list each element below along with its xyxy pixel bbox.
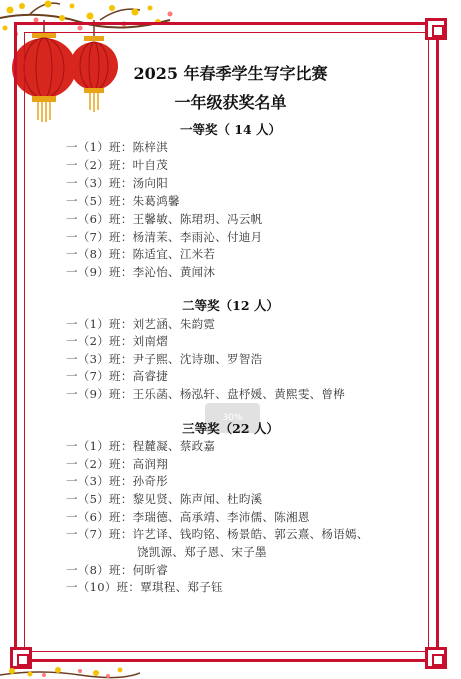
list-item: 一（2）班：刘南熠 — [66, 334, 169, 348]
list-item: 一（9）班：王乐菡、杨泓轩、盘杼媛、黄熙雯、曾桦 — [66, 387, 346, 401]
page-subtitle: 一年级获奖名单 — [174, 93, 287, 112]
list-item: 一（2）班：高润翔 — [66, 457, 169, 471]
list-item: 一（3）班：尹子熙、沈诗珈、罗智浩 — [66, 352, 263, 366]
first-prize-heading: 一等奖（ 14 人） — [179, 122, 282, 137]
list-item: 一（1）班：程麓凝、蔡政嘉 — [66, 439, 216, 453]
list-item-continuation: 饶凯源、郑子恩、宋子墨 — [137, 545, 267, 559]
corner-ornament-bottom-right — [425, 647, 447, 669]
list-item: 一（5）班：朱葛鸿馨 — [66, 194, 180, 208]
list-item: 一（8）班：何昕睿 — [66, 563, 169, 577]
list-item: 一（1）班：陈梓淇 — [66, 140, 169, 154]
list-item: 一（10）班：覃琪程、郑子钰 — [66, 580, 223, 594]
bottom-blossom-decoration — [0, 665, 140, 679]
third-prize-heading: 三等奖（22 人） — [182, 421, 279, 436]
list-item: 一（6）班：李瑞德、高承靖、李沛儒、陈湘恩 — [66, 510, 310, 524]
corner-ornament-top-right — [425, 18, 447, 40]
list-item: 一（3）班：孙奇彤 — [66, 474, 169, 488]
list-item: 一（7）班：高睿捷 — [66, 369, 169, 383]
list-item: 一（2）班：叶自茂 — [66, 158, 169, 172]
list-item: 一（8）班：陈适宜、江米若 — [66, 247, 216, 261]
second-prize-heading: 二等奖（12 人） — [182, 298, 279, 313]
page-title: 2025 年春季学生写字比赛 — [133, 64, 328, 83]
list-item: 一（7）班：许艺译、钱昀铭、杨景皓、郭云熹、杨语嫣、 — [66, 527, 369, 541]
list-item: 一（3）班：汤向阳 — [66, 176, 169, 190]
list-item: 一（5）班：黎见贤、陈声闻、杜昀溪 — [66, 492, 263, 506]
progress-watermark: 30% — [205, 403, 260, 433]
list-item: 一（7）班：杨清茉、李雨沁、付迪月 — [66, 230, 263, 244]
list-item: 一（1）班：刘艺涵、朱韵霓 — [66, 317, 216, 331]
list-item: 一（6）班：王馨敏、陈珺玥、冯云帆 — [66, 212, 263, 226]
list-item: 一（9）班：李沁怡、黄闻沐 — [66, 265, 216, 279]
